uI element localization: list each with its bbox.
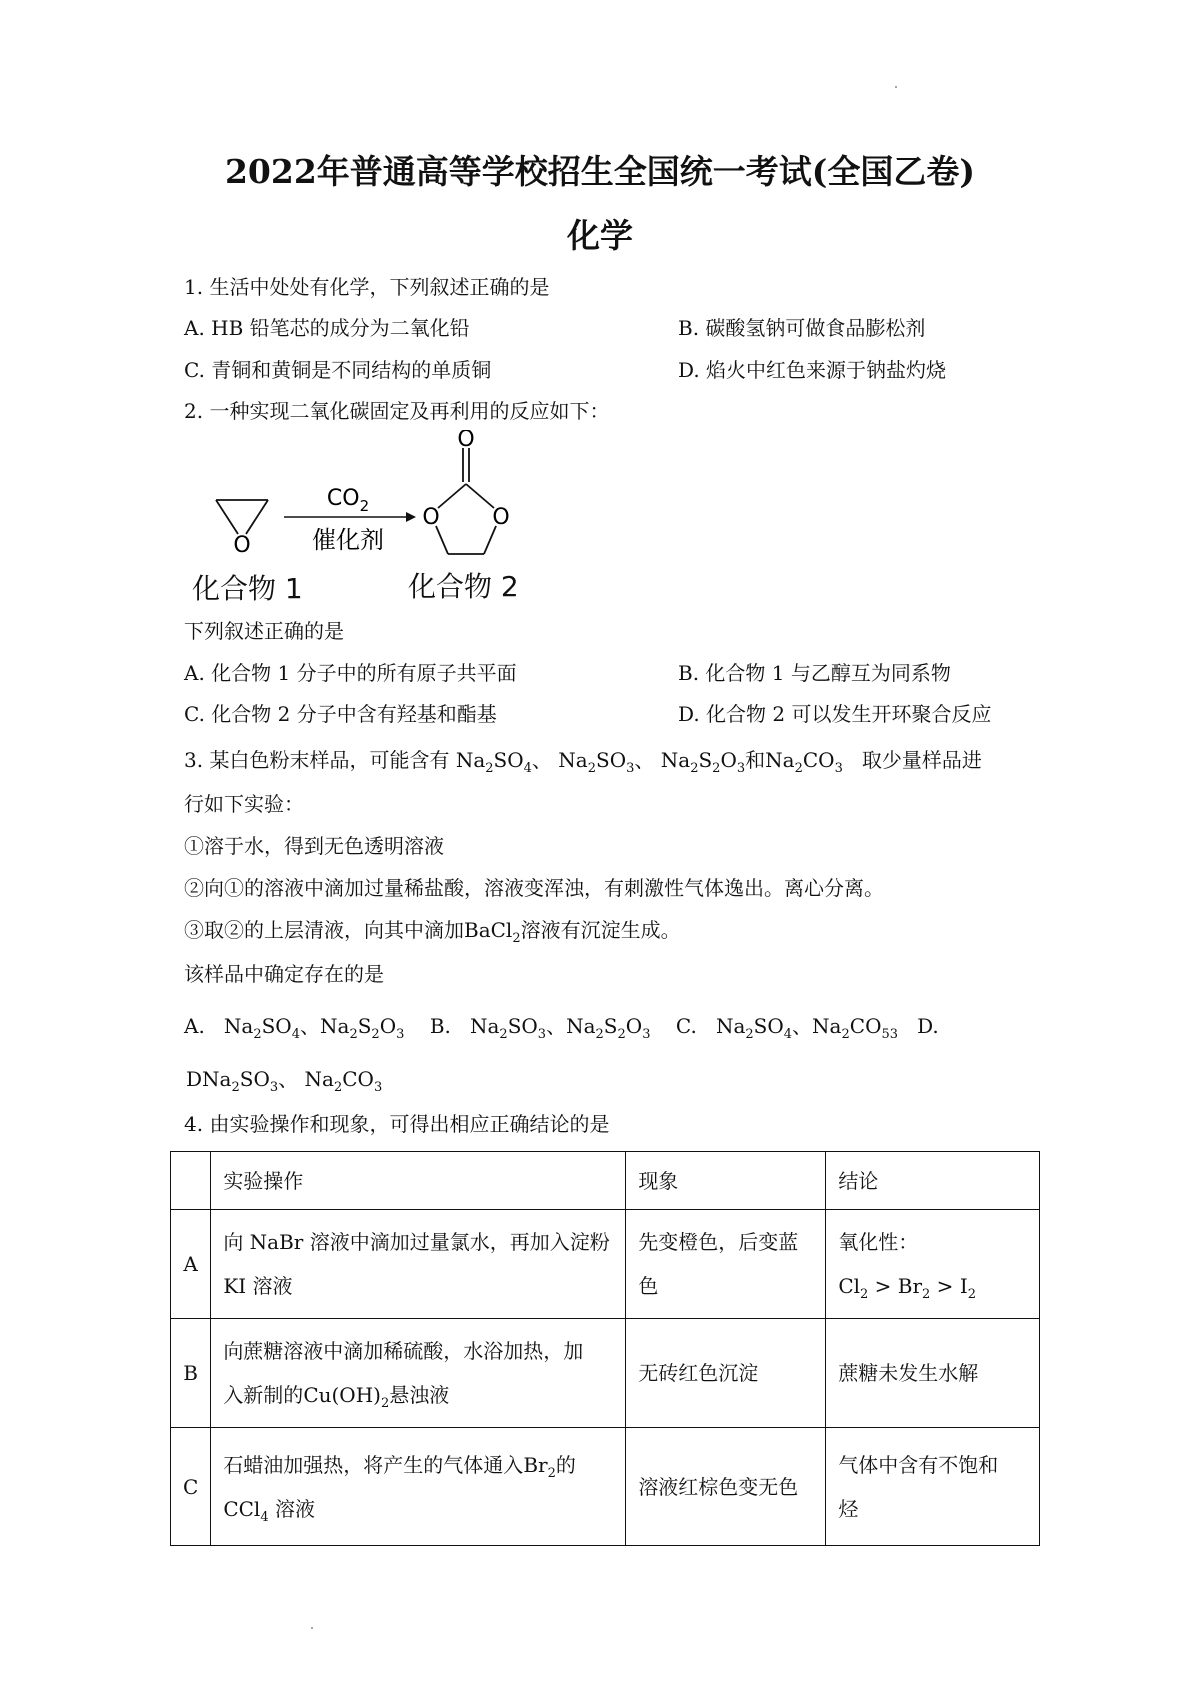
epoxide-oxygen: O (233, 533, 251, 558)
table-header-operation: 实验操作 (211, 1152, 626, 1210)
q3-stem: 3. 某白色粉末样品，可能含有 $Na_2SO_4$、 $Na_2SO_3$、 $Na_2S_2O_3$和$Na_2CO_3$ 取少量样品进 (184, 748, 982, 776)
row-phenomenon: 先变橙色，后变蓝色 (626, 1210, 826, 1319)
formula-na2s2o3: $Na_2S_2O_3$ (660, 748, 746, 776)
row-key: A (171, 1210, 211, 1319)
reaction-arrow (284, 512, 416, 522)
compound-2-label: 化合物 2 (408, 570, 519, 603)
row-conclusion: 气体中含有不饱和 烃 (826, 1428, 1040, 1546)
q1-stem: 1. 生活中处处有化学，下列叙述正确的是 (184, 275, 550, 299)
q1-option-b: B. 碳酸氢钠可做食品膨松剂 (678, 316, 926, 340)
ring-oxygen-right: O (492, 505, 510, 530)
row-key: B (171, 1319, 211, 1428)
formula-na2co3: $Na_2CO_3$ (765, 748, 843, 776)
speck (311, 1627, 313, 1629)
table-row (171, 1319, 1040, 1428)
q2-option-c: C. 化合物 2 分子中含有羟基和酯基 (184, 702, 497, 726)
exam-title: 2022年普通高等学校招生全国统一考试(全国乙卷) (224, 152, 976, 191)
speck (895, 86, 897, 88)
reagent-catalyst: 催化剂 (312, 526, 384, 554)
table-row (171, 1210, 1040, 1319)
q2-option-d: D. 化合物 2 可以发生开环聚合反应 (678, 702, 992, 726)
ring-oxygen-left: O (422, 505, 440, 530)
table-header-conclusion: 结论 (826, 1152, 1040, 1210)
row-operation: 向 NaBr 溶液中滴加过量氯水，再加入淀粉 KI 溶液 (211, 1210, 626, 1319)
epoxide-structure (216, 500, 268, 534)
q2-option-a: A. 化合物 1 分子中的所有原子共平面 (184, 661, 517, 685)
row-phenomenon: 无砖红色沉淀 (626, 1319, 826, 1428)
q2-stem: 2. 一种实现二氧化碳固定及再利用的反应如下： (184, 399, 610, 423)
reagent-co2: $CO_2$ (326, 486, 370, 515)
row-key: C (171, 1428, 211, 1546)
table-header-phenomenon: 现象 (626, 1152, 826, 1210)
oxidizing-order: $Cl_2 > Br_2 > I_2$ (838, 1274, 976, 1302)
row-conclusion: 蔗糖未发生水解 (826, 1319, 1040, 1428)
formula-na2so3: $Na_2SO_3$ (558, 748, 635, 776)
q1-option-a: A. HB 铅笔芯的成分为二氧化铅 (184, 316, 470, 340)
carbonyl-oxygen: O (457, 430, 475, 452)
q1-option-c: C. 青铜和黄铜是不同结构的单质铜 (184, 358, 492, 382)
q2-prompt: 下列叙述正确的是 (184, 619, 344, 643)
row-operation: 向蔗糖溶液中滴加稀硫酸，水浴加热，加 入新制的$Cu(OH)_2$悬浊液 (211, 1319, 626, 1428)
q3-option-d: $DNa_2SO_3$、 $Na_2CO_3$ (186, 1067, 383, 1095)
q4-stem: 4. 由实验操作和现象，可得出相应正确结论的是 (184, 1112, 610, 1136)
q3-prompt: 该样品中确定存在的是 (184, 962, 384, 986)
row-conclusion: 氧化性： $Cl_2 > Br_2 > I_2$ (826, 1210, 1040, 1319)
q3-option-b: $Na_2SO_3$、$Na_2S_2O_3$ (469, 1014, 651, 1042)
q3-option-c: $Na_2SO_4$、$Na_2CO_{53}$ (715, 1014, 899, 1042)
subject-title: 化学 (567, 216, 633, 255)
table-row (171, 1428, 1040, 1546)
q3-step-3: ③取②的上层清液，向其中滴加BaCl$_2$溶液有沉淀生成。 (184, 918, 681, 946)
q3-options-row: A. $Na_2SO_4$、$Na_2S_2O_3$ B. $Na_2SO_3$、$Na_2S_2O_3$ C. $Na_2SO_4$、$Na_2CO_{53}$ D. (184, 1014, 939, 1042)
cyclic-carbonate-structure (436, 448, 496, 554)
compound-1-label: 化合物 1 (192, 572, 303, 605)
q3-step-2: ②向①的溶液中滴加过量稀盐酸，溶液变浑浊，有刺激性气体逸出。离心分离。 (184, 876, 884, 900)
q2-option-b: B. 化合物 1 与乙醇互为同系物 (678, 661, 951, 685)
table-header-key (171, 1152, 211, 1210)
formula-bacl2: BaCl$_2$ (464, 918, 521, 946)
formula-na2so4: $Na_2SO_4$ (455, 748, 532, 776)
experiment-table (170, 1151, 1040, 1546)
q3-stem-line2: 行如下实验： (184, 792, 304, 816)
table-header-row (171, 1152, 1040, 1210)
q3-option-a: $Na_2SO_4$、$Na_2S_2O_3$ (223, 1014, 405, 1042)
row-operation: 石蜡油加强热，将产生的气体通入$Br_2$的 CCl$_4$ 溶液 (211, 1428, 626, 1546)
row-phenomenon: 溶液红棕色变无色 (626, 1428, 826, 1546)
q3-step-1: ①溶于水，得到无色透明溶液 (184, 834, 444, 858)
q1-option-d: D. 焰火中红色来源于钠盐灼烧 (678, 358, 947, 382)
